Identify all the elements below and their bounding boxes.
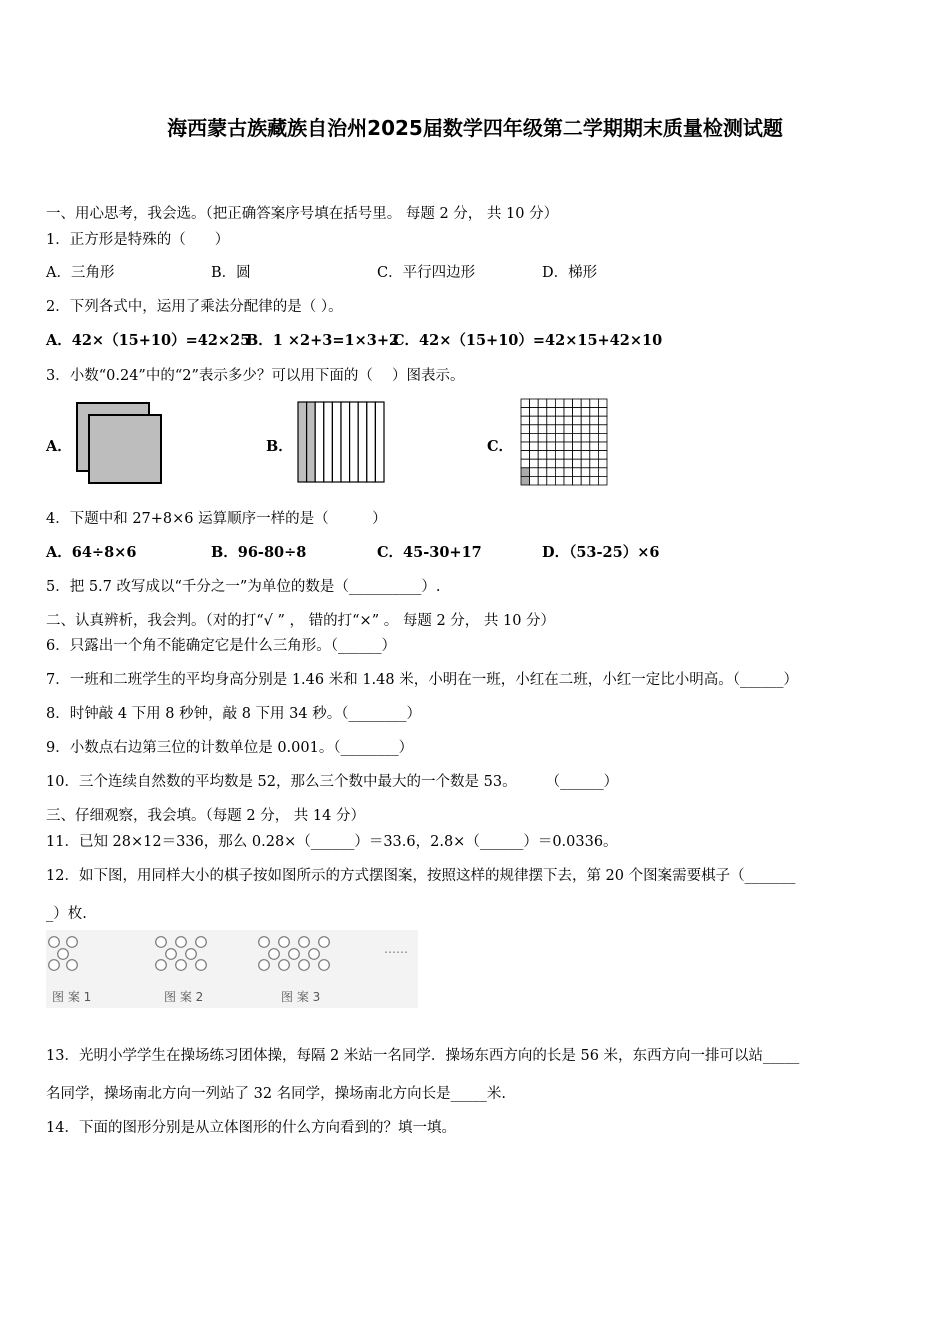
chess-stone	[279, 960, 290, 971]
hundredth-cell	[521, 425, 530, 434]
hundredth-cell	[547, 416, 556, 425]
hundredth-cell	[581, 468, 590, 477]
hundredth-cell	[590, 416, 599, 425]
pattern-1-label: 图 案 1	[52, 990, 92, 1004]
pattern-2-label: 图 案 2	[164, 990, 204, 1004]
q4-option-c: C．45-30+17	[377, 544, 482, 561]
chess-stone	[319, 960, 330, 971]
hundredth-cell	[555, 416, 564, 425]
hundredth-cell	[547, 433, 556, 442]
q1-option-d: D．梯形	[542, 265, 598, 281]
hundredth-cell	[590, 459, 599, 468]
tenth-strip	[367, 402, 376, 482]
hundredth-cell	[573, 459, 582, 468]
question-2: 2．下列各式中，运用了乘法分配律的是（ ）。	[46, 299, 343, 315]
hundredth-cell	[564, 416, 573, 425]
hundredth-cell	[573, 451, 582, 460]
hundredth-cell	[598, 416, 607, 425]
hundredth-cell	[538, 459, 547, 468]
hundredth-cell	[590, 425, 599, 434]
hundredth-cell	[555, 425, 564, 434]
hundredth-cell	[598, 408, 607, 417]
question-4: 4．下题中和 27+8×6 运算顺序一样的是（ ）	[46, 511, 387, 527]
hundredth-cell	[547, 451, 556, 460]
hundredth-cell	[564, 468, 573, 477]
hundredth-cell	[573, 433, 582, 442]
q4-option-d: D．（53-25）×6	[542, 544, 660, 561]
hundredth-cell	[547, 408, 556, 417]
hundredth-cell	[573, 476, 582, 485]
question-5: 5．把 5.7 改写成以“千分之一”为单位的数是（__________）.	[46, 579, 441, 595]
hundredth-cell	[538, 468, 547, 477]
hundredth-cell	[555, 459, 564, 468]
hundredth-cell	[530, 468, 539, 477]
hundredth-cell	[547, 468, 556, 477]
question-8: 8．时钟敲 4 下用 8 秒钟，敲 8 下用 34 秒。（________）	[46, 706, 421, 722]
question-3: 3．小数“0.24”中的“2”表示多少？可以用下面的（ ）图表示。	[46, 368, 465, 384]
chess-stone	[196, 960, 207, 971]
chess-stone	[49, 960, 60, 971]
hundredth-cell	[581, 451, 590, 460]
q3-label-b: B．	[266, 438, 293, 455]
hundredth-cell	[564, 451, 573, 460]
hundredth-cell	[581, 459, 590, 468]
tenth-strip	[375, 402, 384, 482]
page-title: 海西蒙古族藏族自治州2025届数学四年级第二学期期末质量检测试题	[167, 116, 783, 140]
hundredth-cell	[530, 399, 539, 408]
q3-figure-a	[76, 402, 166, 486]
chess-stone	[166, 949, 177, 960]
hundredth-cell	[581, 433, 590, 442]
hundredth-cell	[555, 442, 564, 451]
hundredth-cell	[581, 416, 590, 425]
hundredth-cell	[590, 451, 599, 460]
hundredth-cell	[555, 468, 564, 477]
hundredth-cell	[521, 433, 530, 442]
hundredth-cell	[521, 451, 530, 460]
hundredth-cell	[530, 451, 539, 460]
hundredth-cell	[598, 476, 607, 485]
q12-stone-patterns	[46, 930, 418, 1008]
hundredth-cell	[564, 476, 573, 485]
chess-stone	[259, 937, 270, 948]
hundredth-cell	[573, 468, 582, 477]
hundredth-cell	[538, 425, 547, 434]
pattern-3-label: 图 案 3	[281, 990, 321, 1004]
tenth-strip	[307, 402, 316, 482]
tenth-strip	[298, 402, 307, 482]
chess-stone	[259, 960, 270, 971]
hundredth-cell	[530, 476, 539, 485]
hundredth-cell	[547, 459, 556, 468]
chess-stone	[319, 937, 330, 948]
hundredth-cell	[564, 442, 573, 451]
chess-stone	[67, 937, 78, 948]
hundredth-cell	[564, 459, 573, 468]
hundredth-cell	[538, 408, 547, 417]
q2-option-b: B．1 ×2+3=1×3+2	[246, 332, 400, 349]
chess-stone	[58, 949, 69, 960]
chess-stone	[269, 949, 280, 960]
hundredth-cell	[581, 476, 590, 485]
hundredth-cell	[555, 433, 564, 442]
hundredth-cell	[538, 451, 547, 460]
hundredth-cell	[547, 399, 556, 408]
hundredth-cell	[521, 459, 530, 468]
hundredth-cell	[521, 416, 530, 425]
q3-label-c: C．	[487, 438, 514, 455]
tenth-strip	[332, 402, 341, 482]
hundredth-cell	[521, 468, 530, 477]
hundredth-cell	[598, 459, 607, 468]
hundredth-cell	[581, 442, 590, 451]
hundredth-cell	[581, 425, 590, 434]
question-12-line2: _）枚.	[46, 906, 87, 922]
hundredth-cell	[598, 442, 607, 451]
chess-stone	[289, 949, 300, 960]
hundredth-cell	[564, 433, 573, 442]
q1-option-c: C．平行四边形	[377, 265, 476, 281]
question-11: 11．已知 28×12＝336，那么 0.28×（______）＝33.6，2.8×（______）＝0.0336。	[46, 834, 618, 850]
chess-stone	[299, 937, 310, 948]
q3-label-a: A．	[46, 438, 72, 455]
hundredth-cell	[598, 451, 607, 460]
hundredth-cell	[530, 408, 539, 417]
q3-figure-c	[520, 398, 610, 486]
chess-stone	[156, 960, 167, 971]
hundredth-cell	[564, 425, 573, 434]
chess-stone	[176, 960, 187, 971]
question-6: 6．只露出一个角不能确定它是什么三角形。（______）	[46, 638, 396, 654]
chess-stone	[49, 937, 60, 948]
q12-pattern-figure	[46, 930, 418, 1008]
tenth-strip	[358, 402, 367, 482]
section3-heading: 三、仔细观察，我会填。（每题 2 分， 共 14 分）	[46, 808, 365, 824]
hundredth-cell	[564, 408, 573, 417]
hundredth-cell	[555, 476, 564, 485]
tenth-strip	[315, 402, 324, 482]
hundredth-cell	[521, 442, 530, 451]
q2-option-c: C．42×（15+10）=42×15+42×10	[393, 332, 663, 349]
hundredth-cell	[530, 442, 539, 451]
hundredth-cell	[547, 442, 556, 451]
hundredth-cell	[598, 399, 607, 408]
hundredth-cell	[564, 399, 573, 408]
question-9: 9．小数点右边第三位的计数单位是 0.001。（________）	[46, 740, 414, 756]
chess-stone	[309, 949, 320, 960]
hundredth-cell	[598, 468, 607, 477]
chess-stone	[176, 937, 187, 948]
hundredth-cell	[538, 399, 547, 408]
q3-figure-b	[297, 401, 387, 485]
hundredth-cell	[555, 399, 564, 408]
q4-option-b: B．96-80÷8	[211, 544, 307, 561]
hundredth-cell	[573, 442, 582, 451]
hundredth-cell	[598, 425, 607, 434]
hundredth-cell	[555, 451, 564, 460]
tenth-strip	[341, 402, 350, 482]
hundredth-cell	[530, 459, 539, 468]
hundredth-cell	[521, 476, 530, 485]
hundredth-cell	[590, 408, 599, 417]
hundredth-cell	[538, 442, 547, 451]
hundredth-cell	[547, 425, 556, 434]
tenth-strip	[324, 402, 333, 482]
section1-heading: 一、用心思考，我会选。（把正确答案序号填在括号里。 每题 2 分， 共 10 分）	[46, 206, 559, 222]
hundredth-cell	[590, 442, 599, 451]
question-12-line1: 12．如下图，用同样大小的棋子按如图所示的方式摆图案，按照这样的规律摆下去，第 20 个图案需要棋子（_______	[46, 868, 796, 884]
q2-option-a: A．42×（15+10）=42×25	[46, 332, 251, 349]
question-13-line1: 13．光明小学学生在操场练习团体操，每隔 2 米站一名同学．操场东西方向的长是 56 米，东西方向一排可以站_____	[46, 1048, 800, 1064]
hundredth-cell	[573, 408, 582, 417]
hundredth-cell	[555, 408, 564, 417]
hundredth-cell	[521, 408, 530, 417]
chess-stone	[67, 960, 78, 971]
question-14: 14．下面的图形分别是从立体图形的什么方向看到的？填一填。	[46, 1120, 456, 1136]
section2-heading: 二、认真辨析，我会判。（对的打“√ ” ， 错的打“×” 。 每题 2 分， 共 10 分）	[46, 613, 556, 629]
hundredth-cell	[521, 399, 530, 408]
hundredth-cell	[530, 425, 539, 434]
hundredth-cell	[598, 433, 607, 442]
hundredth-cell	[538, 476, 547, 485]
question-13-line2: 名同学，操场南北方向一列站了 32 名同学，操场南北方向长是_____米.	[46, 1086, 507, 1102]
q1-option-a: A．三角形	[46, 265, 115, 281]
chess-stone	[279, 937, 290, 948]
chess-stone	[156, 937, 167, 948]
q4-option-a: A．64÷8×6	[46, 544, 137, 561]
hundredth-cell	[530, 416, 539, 425]
hundredth-cell	[590, 433, 599, 442]
hundredth-cell	[581, 399, 590, 408]
chess-stone	[299, 960, 310, 971]
hundredth-cell	[538, 433, 547, 442]
hundredth-cell	[573, 416, 582, 425]
hundredth-cell	[590, 468, 599, 477]
hundredth-cell	[581, 408, 590, 417]
hundredth-cell	[573, 399, 582, 408]
pattern-ellipsis: ……	[384, 942, 408, 956]
question-10: 10．三个连续自然数的平均数是 52，那么三个数中最大的一个数是 53。 （______）	[46, 774, 619, 790]
tenth-strip	[350, 402, 359, 482]
question-1: 1．正方形是特殊的（ ）	[46, 232, 230, 248]
question-7: 7．一班和二班学生的平均身高分别是 1.46 米和 1.48 米，小明在一班，小红在二班，小红一定比小明高。（______）	[46, 672, 798, 688]
hundredth-cell	[590, 476, 599, 485]
chess-stone	[186, 949, 197, 960]
hundredth-cell	[573, 425, 582, 434]
chess-stone	[196, 937, 207, 948]
hundredth-cell	[530, 433, 539, 442]
hundredth-cell	[547, 476, 556, 485]
hundredth-cell	[538, 416, 547, 425]
q1-option-b: B．圆	[211, 265, 251, 281]
hundredth-cell	[590, 399, 599, 408]
